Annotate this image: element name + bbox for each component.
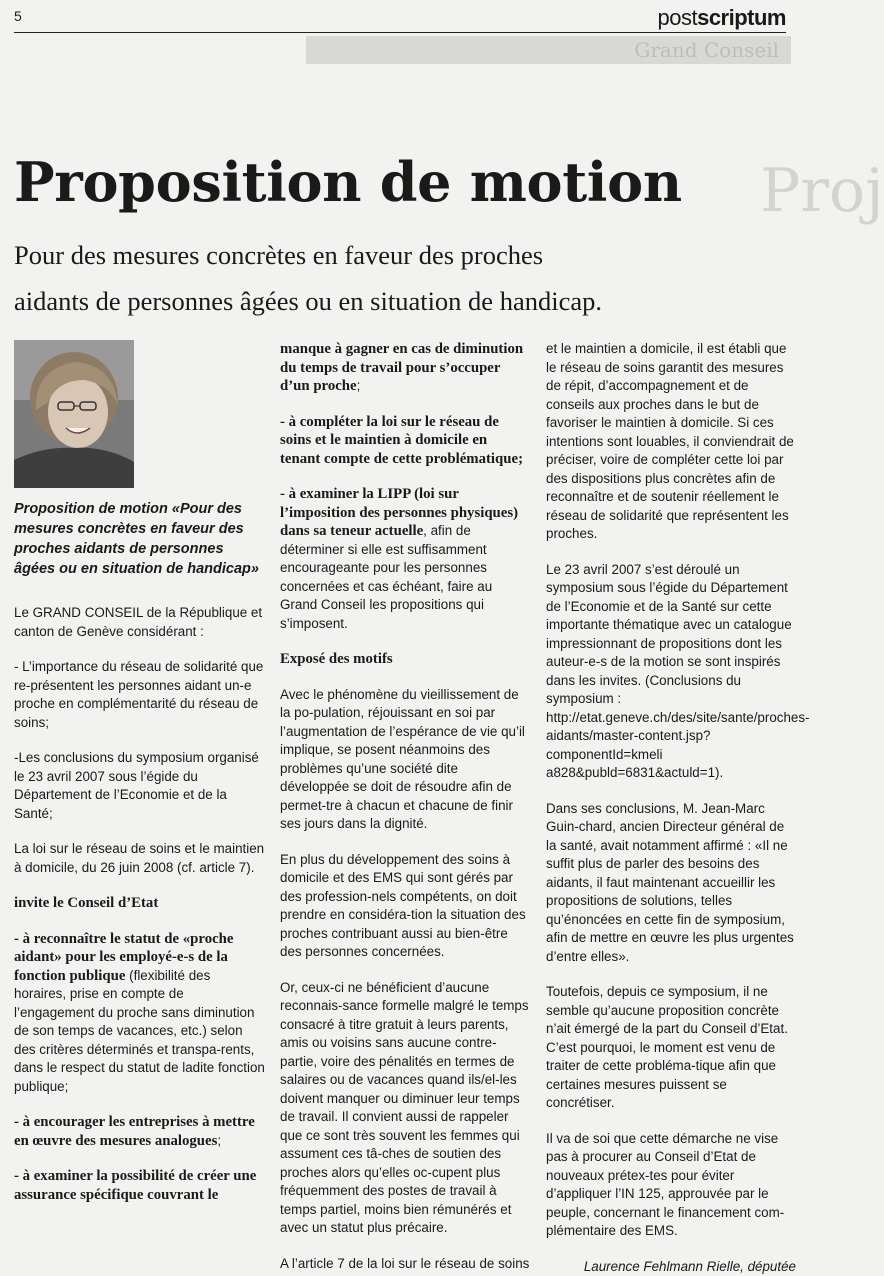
show-through-title: Proj bbox=[760, 156, 884, 226]
invite-1-text: (flexibilité des horaires, prise en compte de l’engagement du proche sans diminution de son temps de vacances, etc.) selon des critères déterminés et transpa-rents, dans le respect du statut de ladite fonction publique; bbox=[14, 968, 265, 1094]
author-signature: Laurence Fehlmann Rielle, députée bbox=[546, 1258, 796, 1276]
motives-p1: Avec le phénomène du vieillissement de la po-pulation, réjouissant en soi par l’augmentation de l’espérance de vie qu’il implique, se posent néanmoins des problèmes qu’une société dite développée se doit de résoudre afin de permet-tre à chacun et chacune de finir ses jours dans la dignité. bbox=[280, 686, 530, 834]
motives-p3: Or, ceux-ci ne bénéficient d’aucune reconnais-sance formelle malgré le temps consacré à titre gratuit à leurs parents, amis ou voisins sans aucune contre-partie, voire des pénalités en termes de salaires ou de vacances quand ils/el-les doivent manquer ou diminuer leur temps de travail. Il convient aussi de rappeler que ce sont très souvent les femmes qui assument ces tâ-ches de soutien des proches alors qu’elles oc-cupent plus fréquemment des postes de travail à temps partiel, moins bien rémunérés et avec un statut plus précaire. bbox=[280, 979, 530, 1238]
motives-p2: En plus du développement des soins à domicile et des EMS qui sont gérés par des profession-nels compétents, on doit prendre en considéra-tion la situation des proches contribuant aussi au bien-être des personnes concernées. bbox=[280, 851, 530, 962]
section-label: Grand Conseil bbox=[634, 38, 779, 62]
invite-3-bold: - à examiner la possibilité de créer une assurance spécifique couvrant le bbox=[14, 1168, 256, 1203]
invite-1 bbox=[14, 930, 266, 1097]
motives-p4: A l’article 7 de la loi sur le réseau de soins bbox=[280, 1255, 530, 1274]
invite-2-bold: - à encourager les entreprises à mettre en œuvre des mesures analogues bbox=[14, 1114, 255, 1149]
consideration-1: - L’importance du réseau de solidarité que re-présentent les personnes aidant un-e proche en complémentarité du réseau de soins; bbox=[14, 658, 266, 732]
motives-heading: Exposé des motifs bbox=[280, 650, 530, 669]
motion-intro: Le GRAND CONSEIL de la République et canton de Genève considérant : bbox=[14, 604, 266, 641]
col3-p4: Toutefois, depuis ce symposium, il ne semble qu’aucune proposition concrète n’ait émergé de la part du Conseil d’Etat. C’est pourquoi, le moment est venu de traiter de cette probléma-tique afin que certaines mesures puissent se concrétiser. bbox=[546, 983, 796, 1113]
consideration-3: La loi sur le réseau de soins et le maintien à domicile, du 26 juin 2008 (cf. article 7). bbox=[14, 840, 266, 877]
column-3 bbox=[546, 340, 796, 1276]
photo-caption: Proposition de motion «Pour des mesures concrètes en faveur des proches aidants de personnes âgées ou en situation de handicap» bbox=[14, 499, 264, 579]
article-subtitle bbox=[14, 232, 794, 324]
invite-5-text: , afin de déterminer si elle est suffisamment encourageante pour les personnes concernées et cas échéant, faire au Grand Conseil les propositions qui s’imposent. bbox=[280, 523, 492, 631]
invite-2 bbox=[14, 1113, 266, 1150]
invite-5-bold: - à examiner la LIPP (loi sur l’imposition des personnes physiques) dans sa teneur actuelle bbox=[280, 486, 518, 539]
page-number: 5 bbox=[14, 8, 22, 24]
col3-p3: Dans ses conclusions, M. Jean-Marc Guin-chard, ancien Directeur général de la santé, avait notamment affirmé : «Il ne suffit plus de parler des besoins des aidants, il faut maintenant accueillir les propositions de solutions, telles qu’énoncées en cette fin de symposium, afin de mettre en œuvre les plus urgentes d’entre elles». bbox=[546, 800, 796, 967]
invite-3-end: ; bbox=[357, 378, 361, 393]
invite-1-bold: - à reconnaître le statut de «proche aidant» pour les employé-e-s de la fonction publique bbox=[14, 931, 233, 984]
logo-part-post: post bbox=[657, 5, 697, 30]
invite-heading: invite le Conseil d’Etat bbox=[14, 894, 266, 913]
subtitle-line-2: aidants de personnes âgées ou en situation de handicap. bbox=[14, 278, 794, 324]
invite-5 bbox=[280, 485, 530, 633]
portrait-illustration bbox=[14, 340, 134, 488]
logo-part-scriptum: scriptum bbox=[697, 5, 786, 30]
show-through-section-tab bbox=[306, 36, 791, 64]
subtitle-line-1: Pour des mesures concrètes en faveur des proches bbox=[14, 232, 794, 278]
invite-4-bold: - à compléter la loi sur le réseau de soins et le maintien à domicile en tenant compte de cette problématique; bbox=[280, 414, 523, 467]
column-1 bbox=[14, 604, 266, 1204]
invite-2-text: ; bbox=[217, 1133, 221, 1148]
invite-4 bbox=[280, 413, 530, 469]
invite-3-cont bbox=[280, 340, 530, 396]
author-photo bbox=[14, 340, 134, 488]
col3-p2: Le 23 avril 2007 s’est déroulé un symposium sous l’égide du Département de l’Economie et de la Santé sur cette importante thématique avec un catalogue impressionnant de propositions dont les auteur-e-s de la motion se sont inspirés dans les invites. (Conclusions du symposium : http://etat.geneve.ch/des/site/sante/proches-aidants/master-content.jsp?componentId=kmeli a828&publd=6831&actuld=1). bbox=[546, 561, 796, 783]
invite-3-start bbox=[14, 1167, 266, 1204]
consideration-2: -Les conclusions du symposium organisé le 23 avril 2007 sous l’égide du Département de l’Economie et de la Santé; bbox=[14, 749, 266, 823]
invite-3-cont-bold: manque à gagner en cas de diminution du temps de travail pour s’occuper d’un proche bbox=[280, 341, 523, 394]
col3-p5: Il va de soi que cette démarche ne vise pas à procurer au Conseil d’Etat de nouveaux prétex-tes pour éviter d’appliquer l’IN 125, approuvée par le peuple, concernant le financement com-plémentaire des EMS. bbox=[546, 1130, 796, 1241]
header-rule bbox=[14, 32, 786, 33]
publication-logo bbox=[657, 5, 786, 31]
column-2 bbox=[280, 340, 530, 1273]
article-title: Proposition de motion bbox=[14, 150, 682, 214]
col3-p1: et le maintien a domicile, il est établi que le réseau de soins garantit des mesures de répit, d’accompagnement et de conseils aux proches dans le but de favoriser le maintien à domicile. Si ces intentions sont louables, il conviendrait de préciser, voire de compléter cette loi par des dispositions plus concrètes afin de reconnaître et de soutenir réellement le réseau de solidarité que représentent les proches. bbox=[546, 340, 796, 544]
